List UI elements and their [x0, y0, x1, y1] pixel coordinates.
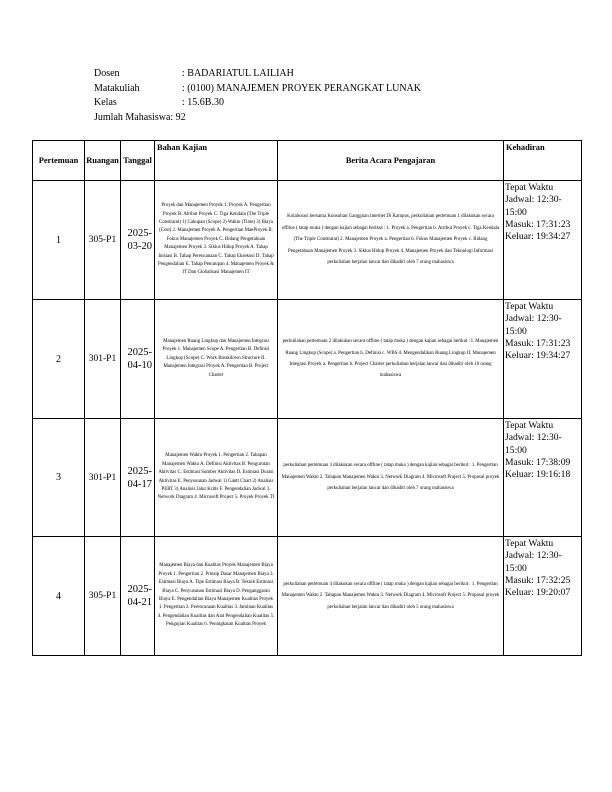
- dosen-row: [94, 67, 421, 82]
- jumlah-row: [94, 111, 421, 126]
- cell-pertemuan: 1: [33, 181, 85, 300]
- cell-bahan-kajian: Manajemen Waktu Proyek 1. Pengertian 2. Tahapan Manajemen Waktu A. Definisi Aktivitas B. Pengurutan Aktivitas C. Estimasi Sumber Aktivitas D. Estimasi Durasi Aktivitas E. Penyusunan Jadwal 1) Gantt Chart 2) Analisis PERT 3) Analisis Jalur Kritis F. Pengendalian Jadwal 3. Network Diagram 4. Microsoft Project 5. Proyek Proyek TI: [155, 419, 278, 537]
- keluar-text: Keluar: 19:20:07: [505, 587, 571, 599]
- dosen-value: : BADARIATUL LAILIAH: [182, 68, 294, 79]
- masuk-text: Masuk: 17:31:23: [505, 218, 571, 230]
- cell-berita-acara: Kolaborasi bersama Konsultan Gangguan Internet Di Kampus, perkuliahan pertemuan 1 dilakukan secara offline ( tatap muka ) dengan kajian sebagai berikut : 1. Proyek a. Pengertian b. Atribut Proyek c. Tiga Kendala (The Triple Constraint) 2. Manajemen Proyek a. Pengertian b. Fokus Manajemen Proyek c. Bidang Pengetahuan Manajemen Proyek 3. Siklus Hidup Proyek 4. Manajemen Proyek dan Teknologi Informasi perkuliahan berjalan lancar dan dihadiri oleh 7 orang mahasiswa: [278, 181, 504, 300]
- jadwal-text: Jadwal: 12:30-15:00: [505, 194, 562, 218]
- cell-ruangan: 301-P1: [85, 300, 121, 419]
- cell-kehadiran: [504, 537, 582, 656]
- cell-bahan-kajian: Manajemen Ruang Lingkup dan Manajemen Integrasi Proyek 1. Manajemen Scope A. Pengertian B. Definisi Lingkup (Scope) C. Work Breakdown Structure II. Manajemen Integrasi Proyek A. Pengertian B. Project Charter: [155, 300, 278, 419]
- table-row: [33, 181, 582, 300]
- jadwal-text: Jadwal: 12:30-15:00: [505, 550, 562, 574]
- keluar-text: Keluar: 19:16:18: [505, 469, 571, 481]
- matakuliah-row: [94, 82, 421, 97]
- masuk-text: Masuk: 17:38:09: [505, 456, 571, 468]
- cell-berita-acara: perkuliahan pertemuan 2 dilakukan secara offline ( tatap muka ) dengan kajian sebagai berikut : I. Manajemen Ruang Lingkup (Scope) a. Pengertian b. Definisi c. WBS d. Mengendalikan Ruang Lingkup II. Manajemen Integrasi Proyek a. Pengertian b. Project Charter perkuliahan berjalan lancar dan dihadiri oleh 10 orang mahasiswa: [278, 300, 504, 419]
- kelas-value: : 15.6B.30: [182, 97, 224, 108]
- cell-ruangan: 305-P1: [85, 537, 121, 656]
- kelas-row: [94, 96, 421, 111]
- cell-pertemuan: 4: [33, 537, 85, 656]
- header-pertemuan: Pertemuan: [33, 141, 85, 181]
- header-bahan-kajian: Bahan Kajian: [155, 141, 278, 181]
- cell-tanggal: 2025-04-10: [121, 300, 155, 419]
- status-text: Tepat Waktu: [505, 301, 554, 312]
- cell-ruangan: 301-P1: [85, 419, 121, 537]
- cell-bahan-kajian: Manajemen Biaya dan Kualitas Proyek Manajemen Biaya Proyek 1. Pengertian 2. Prinsip Dasar Manajemen Biaya 3. Estimasi Biaya A. Tipe Estimasi Biaya B. Teknik Estimasi Biaya C. Penyusunan Estimasi Biaya D. Penganggaran Biaya E. Pengendalian Biaya Manajemen Kualitas Proyek 1. Pengertian 2. Perencanaan Kualitas 3. Jaminan Kualitas 4. Pengendalian Kualitas dan Alat Pengendalian Kualitas 5. Pengujian Kualitas 6. Peningkatan Kualitas Proyek: [155, 537, 278, 656]
- cell-berita-acara: perkuliahan pertemuan 3 dilakukan secara offline ( tatap muka ) dengan kajian sebagai berikut : 1. Pengertian Manajemen Waktu 2. Tahapan Manajemen Waktu 3. Network Diagram 4. Microsoft Project 5. Proposal proyek perkuliahan berjalan lancar dan dihadiri oleh 7 orang mahasiswa: [278, 419, 504, 537]
- cell-bahan-kajian: Proyek dan Manajemen Proyek 1. Proyek A. Pengertian Proyek B. Atribut Proyek C. Tiga Kendala (The Triple Constraint) 1) Cakupan (Scope) 2) Waktu (Time) 3) Biaya (Cost) 2. Manajemen Proyek A. Pengertian MaeProyek B. Fokus Manajemen Proyek C. Bidang Pengetahuan Manajemen Proyek 3. Siklus Hidup Proyek A. Tahap Inisiasi B. Tahap Perencanaan C. Tahap Eksekusi D. Tahap Pengendalian E. Tahap Penutupan 4. Manajemen Proyek & IT Dan Globalisasi Manajemen IT: [155, 181, 278, 300]
- cell-tanggal: 2025-04-17: [121, 419, 155, 537]
- jumlah-label: Jumlah Mahasiswa: [94, 111, 171, 123]
- masuk-text: Masuk: 17:31:23: [505, 337, 571, 349]
- table-row: [33, 300, 582, 419]
- status-text: Tepat Waktu: [505, 182, 554, 193]
- table-header-row: [33, 141, 582, 181]
- keluar-text: Keluar: 19:34:27: [505, 231, 571, 243]
- jumlah-value: : 92: [170, 111, 186, 123]
- cell-kehadiran: [504, 181, 582, 300]
- matakuliah-label: Matakuliah: [94, 82, 140, 94]
- cell-tanggal: 2025-03-20: [121, 181, 155, 300]
- cell-pertemuan: 2: [33, 300, 85, 419]
- cell-kehadiran: [504, 300, 582, 419]
- kelas-label: Kelas: [94, 97, 117, 108]
- cell-tanggal: 2025-04-21: [121, 537, 155, 656]
- table-row: [33, 537, 582, 656]
- keluar-text: Keluar: 19:34:27: [505, 350, 571, 362]
- status-text: Tepat Waktu: [505, 420, 554, 431]
- header-ruangan: Ruangan: [85, 141, 121, 181]
- header-berita-acara: Berita Acara Pengajaran: [278, 141, 504, 181]
- dosen-label: Dosen: [94, 68, 120, 79]
- jadwal-text: Jadwal: 12:30-15:00: [505, 313, 562, 337]
- matakuliah-value: : (0100) MANAJEMEN PROYEK PERANGKAT LUNAK: [182, 82, 421, 94]
- document-header: [94, 67, 421, 125]
- table-row: [33, 419, 582, 537]
- masuk-text: Masuk: 17:32:25: [505, 574, 571, 586]
- cell-ruangan: 305-P1: [85, 181, 121, 300]
- cell-berita-acara: perkuliahan pertemuan 4 dilakukan secara offline ( tatap muka ) dengan kajian sebagai berikut : 1. Pengertian Manajemen Waktu 2. Tahapan Manajemen Waktu 3. Network Diagram 4. Microsoft Project 5. Proposal proyek perkuliahan berjalan lancar dan dihadiri oleh 5 orang mahasiswa: [278, 537, 504, 656]
- cell-pertemuan: 3: [33, 419, 85, 537]
- cell-kehadiran: [504, 419, 582, 537]
- header-tanggal: Tanggal: [121, 141, 155, 181]
- header-kehadiran: Kehadiran: [504, 141, 582, 181]
- status-text: Tepat Waktu: [505, 538, 554, 549]
- attendance-table: [32, 140, 582, 656]
- jadwal-text: Jadwal: 12:30-15:00: [505, 432, 562, 456]
